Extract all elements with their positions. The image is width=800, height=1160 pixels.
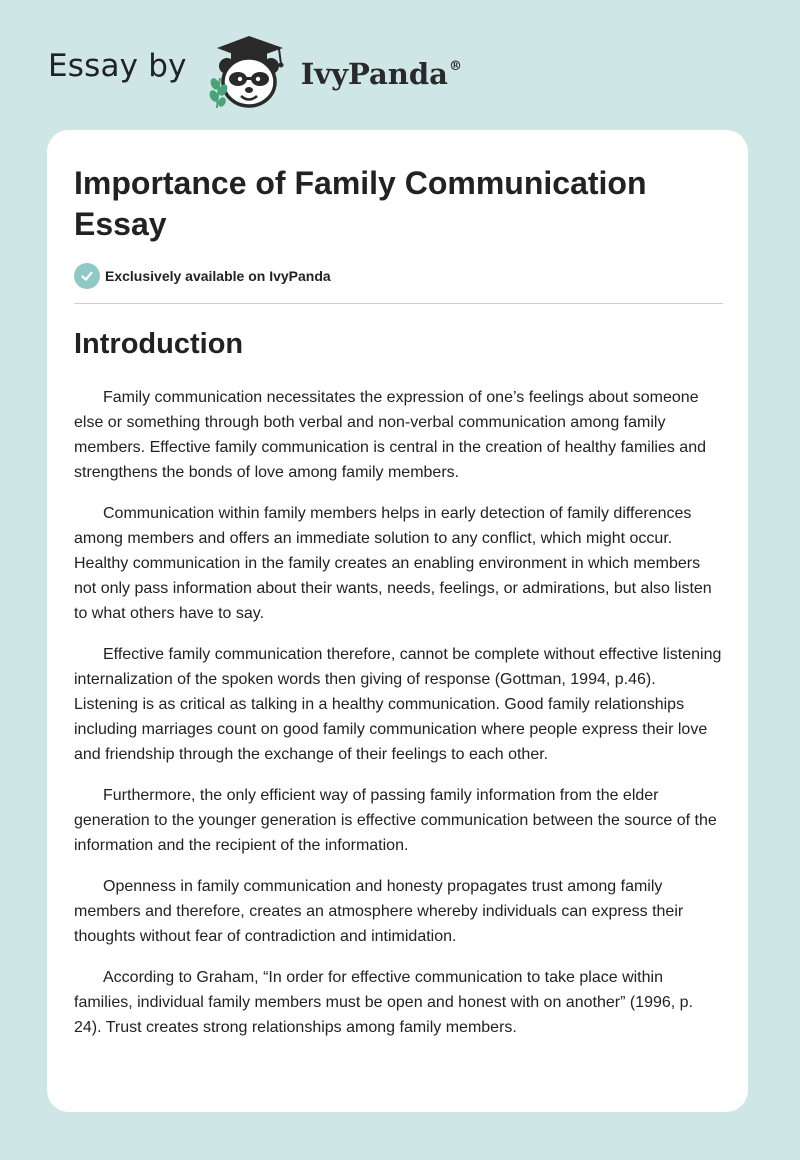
brand-name-text: IvyPanda [300, 57, 448, 91]
badge-text: Exclusively available on IvyPanda [105, 268, 331, 284]
brand-prefix: Essay by [48, 48, 187, 84]
paragraph: Furthermore, the only efficient way of passing family information from the elder generation to the younger generation is effective communication between the source of the information and the recipient of the information. [74, 787, 717, 854]
essay-body [74, 385, 724, 1056]
exclusive-badge [74, 263, 331, 289]
panda-logo-icon[interactable] [203, 34, 295, 110]
paragraph: Effective family communication therefore, cannot be complete without effective listening internalization of the spoken words then giving of response (Gottman, 1994, p.46). Listening is as critical as talking in a healthy communication. Good family relationships including marriages count on good family communication where people express their love and friendship through the exchange of their feelings to each other. [74, 646, 722, 763]
check-icon [74, 263, 100, 289]
section-heading: Introduction [74, 328, 244, 360]
registered-mark: ® [448, 59, 462, 74]
brand-name [301, 57, 462, 91]
paragraph: Family communication necessitates the expression of one’s feelings about someone else or something through both verbal and non-verbal communication among family members. Effective family communication is central in the creation of healthy families and strengthens the bonds of love among family members. [74, 389, 706, 481]
paragraph: According to Graham, “In order for effective communication to take place within families, individual family members must be open and honest with on another” (1996, p. 24). Trust creates strong relationships among family members. [74, 969, 693, 1036]
essay-title: Importance of Family Communication Essay [74, 165, 647, 242]
paragraph: Communication within family members helps in early detection of family differences among members and offers an immediate solution to any conflict, which might occur. Healthy communication in the family creates an enabling environment in which members not only pass information about their wants, needs, feelings, or admirations, but also listen to what others have to say. [74, 505, 712, 622]
essay-card [47, 130, 748, 1112]
title-divider [74, 303, 723, 304]
brand-header [48, 34, 462, 110]
paragraph: Openness in family communication and honesty propagates trust among family members and therefore, creates an atmosphere whereby individuals can express their thoughts without fear of contradiction and intimidation. [74, 878, 684, 945]
